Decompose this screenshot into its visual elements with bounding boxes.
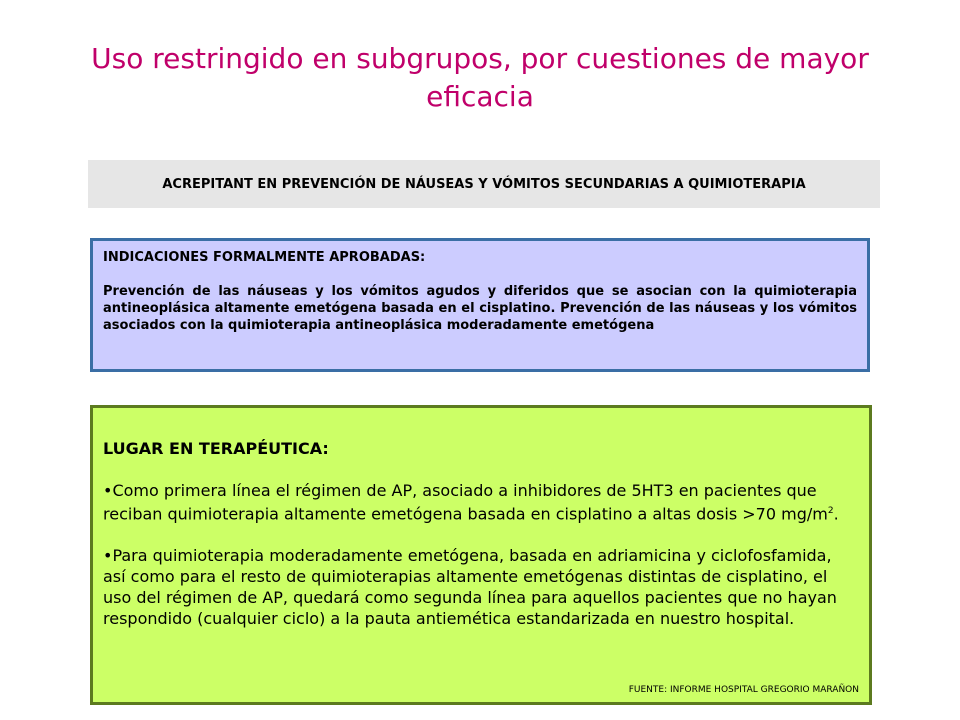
lugar-bullet-1-end: . xyxy=(833,504,839,524)
lugar-header: LUGAR EN TERAPÉUTICA: xyxy=(103,439,329,458)
source-note: FUENTE: INFORME HOSPITAL GREGORIO MARAÑON xyxy=(628,685,859,695)
lugar-bullet-1-superscript: 2 xyxy=(827,506,834,516)
lugar-bullet-1-text: •Como primera línea el régimen de AP, asociado a inhibidores de 5HT3 en pacientes que reciban quimioterapia altamente emetógena basada en cisplatino a altas dosis >70 mg/m xyxy=(103,481,828,524)
indicaciones-box xyxy=(90,238,870,372)
lugar-box xyxy=(90,405,872,705)
banner-text: ACREPITANT EN PREVENCIÓN DE NÁUSEAS Y VÓMITOS SECUNDARIAS A QUIMIOTERAPIA xyxy=(162,176,806,192)
indicaciones-text: Prevención de las náuseas y los vómitos agudos y diferidos que se asocian con la quimioterapia antineoplásica altamente emetógena basada en el cisplatino. Prevención de las náuseas y los vómitos asociados con la quimioterapia antineoplásica moderadamente emetógena xyxy=(103,284,857,333)
lugar-bullet-1 xyxy=(103,480,859,524)
lugar-bullet-2: •Para quimioterapia moderadamente emetógena, basada en adriamicina y ciclofosfamida, así como para el resto de quimioterapias altamente emetógenas distintas de cisplatino, el uso del régimen de AP, quedará como segunda línea para aquellos pacientes que no hayan respondido (cualquier ciclo) a la pauta antiemética estandarizada en nuestro hospital. xyxy=(103,546,837,629)
slide-title: Uso restringido en subgrupos, por cuestiones de mayor eficacia xyxy=(91,42,869,113)
indicaciones-header: INDICACIONES FORMALMENTE APROBADAS: xyxy=(103,250,426,265)
section-banner xyxy=(88,160,880,208)
